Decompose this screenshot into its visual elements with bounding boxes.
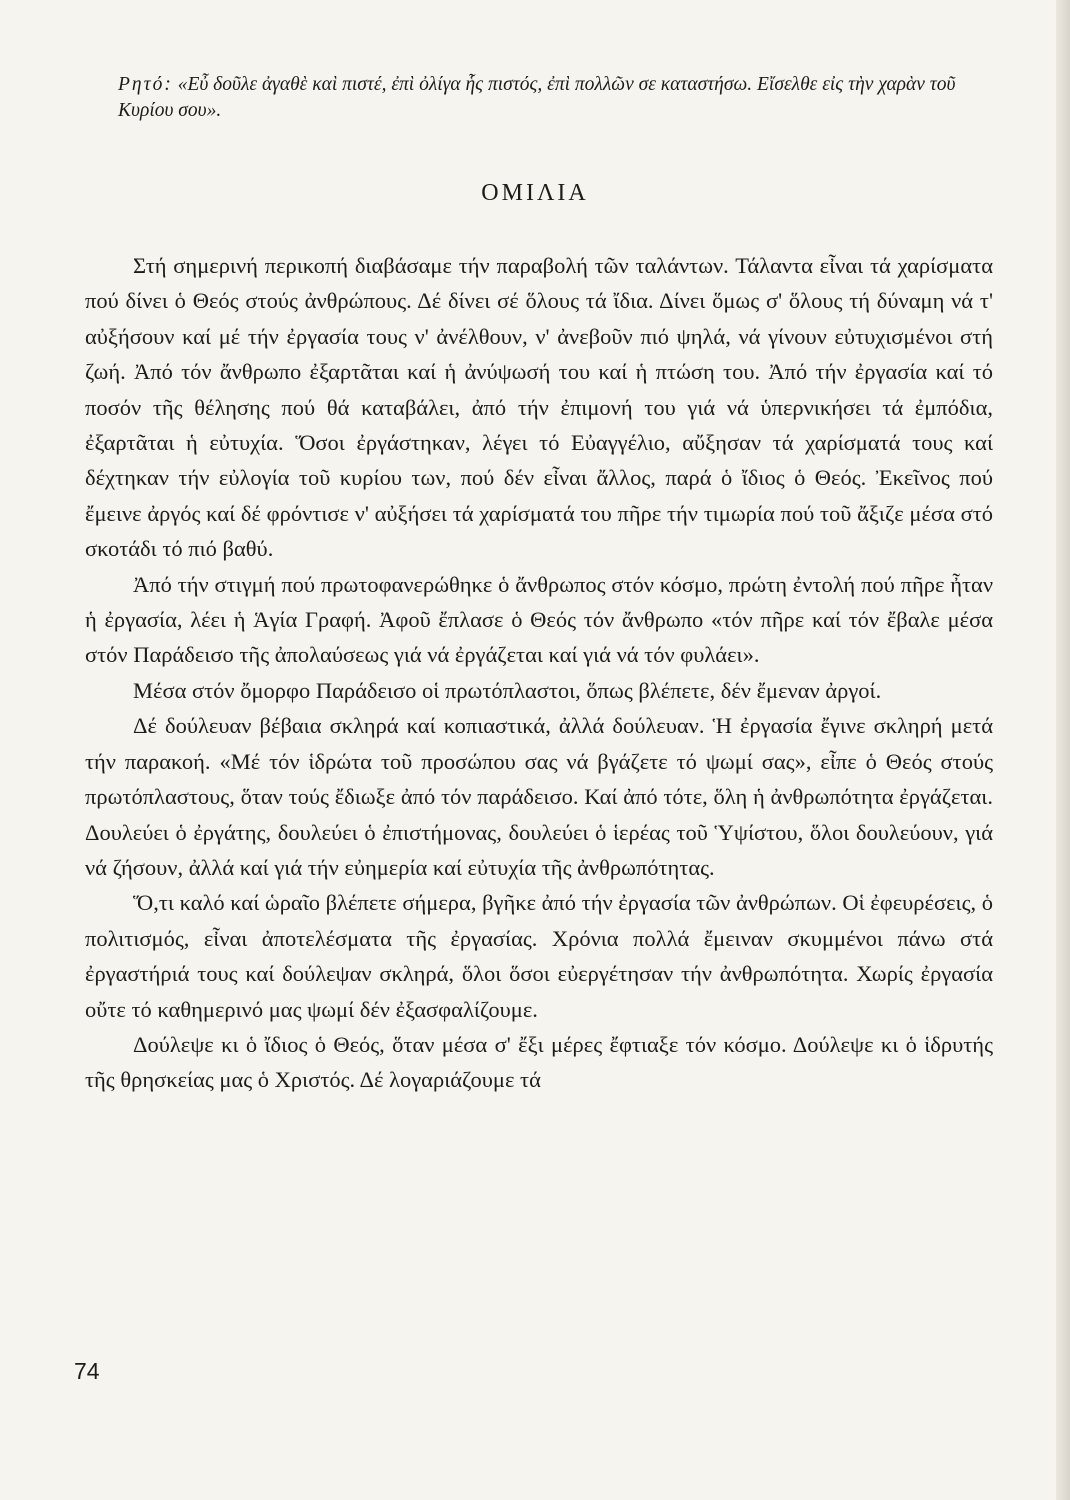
epigraph [118, 72, 998, 124]
paragraph-4: Δέ δούλευαν βέβαια σκληρά καί κοπιαστικά, ἀλλά δούλευαν. Ἡ ἐργασία ἔγινε σκληρή μετά τήν παρακοή. «Μέ τόν ἱδρώτα τοῦ προσώπου σας νά βγάζετε τό ψωμί σας», εἶπε ὁ Θεός στούς πρωτόπλαστους, ὅταν τούς ἔδιωξε ἀπό τόν παράδεισο. Καί ἀπό τότε, ὅλη ἡ ἀνθρωπότητα ἐργάζεται. Δουλεύει ὁ ἐργάτης, δουλεύει ὁ ἐπιστήμονας, δουλεύει ὁ ἱερέας τοῦ Ὑψίστου, ὅλοι δουλεύουν, γιά νά ζήσουν, ἀλλά καί γιά τήν εὐημερία καί εὐτυχία τῆς ἀνθρωπότητας. [85, 713, 993, 880]
paragraph-2: Ἀπό τήν στιγμή πού πρωτοφανερώθηκε ὁ ἄνθρωπος στόν κόσμο, πρώτη ἐντολή πού πῆρε ἦταν ἡ ἐργασία, λέει ἡ Ἁγία Γραφή. Ἀφοῦ ἔπλασε ὁ Θεός τόν ἄνθρωπο «τόν πῆρε καί τόν ἔβαλε μέσα στόν Παράδεισο τῆς ἀπολαύσεως γιά νά ἐργάζεται καί γιά νά τόν φυλάει». [85, 571, 993, 668]
page-edge-shadow [1056, 0, 1070, 1500]
paragraph-1: Στή σημερινή περικοπή διαβάσαμε τήν παραβολή τῶν ταλάντων. Τάλαντα εἶναι τά χαρίσματα πού δίνει ὁ Θεός στούς ἀνθρώπους. Δέ δίνει σέ ὅλους τά ἴδια. Δίνει ὅμως σ' ὅλους τή δύναμη νά τ' αὐξήσουν καί μέ τήν ἐργασία τους ν' ἀνέλθουν, ν' ἀνεβοῦν πιό ψηλά, νά γίνουν εὐτυχισμένοι στή ζωή. Ἀπό τόν ἄνθρωπο ἐξαρτᾶται καί ἡ ἀνύψωσή του καί ἡ πτώση του. Ἀπό τήν ἐργασία καί τό ποσόν τῆς θέλησης πού θά καταβάλει, ἀπό τήν ἐπιμονή του γιά νά ὑπερνικήσει τά ἐμπόδια, ἐξαρτᾶται ἡ εὐτυχία. Ὅσοι ἐργάστηκαν, λέγει τό Εὐαγγέλιο, αὔξησαν τά χαρίσματά τους καί δέχτηκαν τήν εὐλογία τοῦ κυρίου των, πού δέν εἶναι ἄλλος, παρά ὁ ἴδιος ὁ Θεός. Ἐκεῖνος πού ἔμεινε ἀργός καί δέ φρόντισε ν' αὐξήσει τά χαρίσματά του πῆρε τήν τιμωρία πού τοῦ ἄξιζε μέσα στό σκοτάδι τό πιό βαθύ. [85, 253, 993, 562]
epigraph-text: «Εὖ δοῦλε ἀγαθὲ καὶ πιστέ, ἐπὶ ὀλίγα ἧς πιστός, ἐπὶ πολλῶν σε καταστήσω. Εἴσελθε εἰς τὴν χαρὰν τοῦ Κυρίου σου». [118, 74, 956, 121]
paragraph-5: Ὅ,τι καλό καί ὡραῖο βλέπετε σήμερα, βγῆκε ἀπό τήν ἐργασία τῶν ἀνθρώπων. Οἱ ἐφευρέσεις, ὁ πολιτισμός, εἶναι ἀποτελέσματα τῆς ἐργασίας. Χρόνια πολλά ἔμειναν σκυμμένοι πάνω στά ἐργαστήριά τους καί δούλεψαν σκληρά, ὅλοι ὅσοι εὐεργέτησαν τήν ἀνθρωπότητα. Χωρίς ἐργασία οὔτε τό καθημερινό μας ψωμί δέν ἐξασφαλίζουμε. [85, 890, 993, 1022]
page-number: 74 [74, 1358, 100, 1384]
paragraph-6: Δούλεψε κι ὁ ἴδιος ὁ Θεός, ὅταν μέσα σ' ἔξι μέρες ἔφτιαξε τόν κόσμο. Δούλεψε κι ὁ ἱδρυτής τῆς θρησκείας μας ὁ Χριστός. Δέ λογαριάζουμε τά [85, 1031, 993, 1093]
section-heading: ΟΜΙΛΙΑ [481, 180, 589, 206]
body-text [85, 248, 993, 1098]
paragraph-3: Μέσα στόν ὄμορφο Παράδεισο οἱ πρωτόπλαστοι, ὅπως βλέπετε, δέν ἔμεναν ἀργοί. [133, 677, 882, 703]
epigraph-label: Ρητό: [118, 74, 173, 95]
